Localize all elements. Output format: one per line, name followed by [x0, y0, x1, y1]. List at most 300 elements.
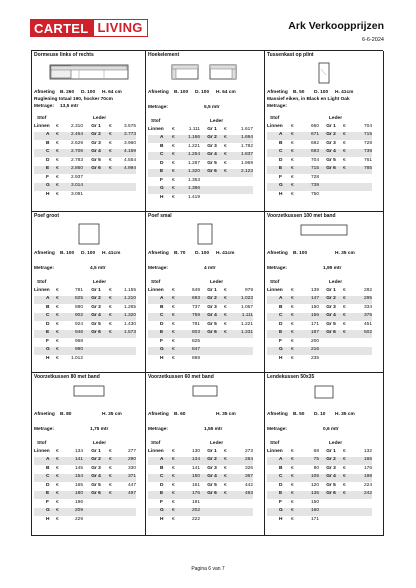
stof-price: 1.287	[187, 160, 200, 166]
stof-price: 202	[179, 508, 200, 517]
metrage-label: Metrage:	[267, 104, 287, 109]
currency-symbol: €	[224, 287, 227, 293]
dimension-value: Afmeting	[34, 251, 55, 256]
currency-symbol: €	[172, 338, 175, 344]
currency-symbol	[224, 355, 232, 364]
stof-price: 671	[298, 132, 319, 141]
hoekelement-image	[170, 61, 240, 86]
leder-header: Leder	[210, 279, 224, 285]
stof-price: 3.091	[70, 191, 83, 197]
currency-symbol: €	[343, 321, 346, 327]
stof-price: 165	[74, 482, 83, 488]
price-row	[267, 457, 372, 466]
stof-price: 90	[313, 465, 319, 471]
currency-symbol: €	[343, 474, 351, 483]
stof-price: 229	[74, 516, 83, 522]
stof-category: F	[46, 174, 49, 180]
currency-symbol: €	[343, 448, 346, 454]
leder-price: 1.782	[240, 143, 253, 149]
currency-symbol: €	[56, 330, 63, 339]
leder-price: 739	[351, 149, 372, 158]
price-row	[267, 174, 372, 183]
leder-group	[83, 508, 109, 517]
leder-price: 3.575	[123, 123, 136, 129]
leder-group: Gr 2	[200, 296, 224, 305]
metrage-label: Metrage:	[148, 427, 168, 432]
leder-price: 1.210	[116, 296, 136, 305]
price-row	[148, 126, 253, 135]
currency-symbol: €	[56, 355, 59, 361]
stof-price: 191	[191, 499, 200, 505]
leder-price	[232, 499, 253, 508]
stof-category: H	[46, 355, 50, 361]
currency-symbol: €	[172, 499, 175, 505]
currency-symbol: €	[291, 140, 294, 146]
currency-symbol: €	[172, 516, 175, 522]
currency-symbol: €	[291, 123, 294, 129]
leder-price	[351, 499, 372, 508]
price-row	[34, 448, 136, 457]
leder-group: Gr 4	[200, 474, 224, 483]
stof-category: H	[279, 355, 283, 361]
price-table	[148, 440, 253, 525]
currency-symbol: €	[56, 448, 59, 454]
metrage-label: Metrage:	[34, 266, 54, 271]
leder-group: Gr 1	[326, 287, 336, 293]
leder-group: Gr 3	[91, 140, 101, 146]
currency-symbol: €	[291, 516, 294, 522]
stof-category: A	[34, 296, 56, 305]
stof-price: 196	[74, 499, 83, 505]
stof-price: 2.629	[70, 140, 83, 146]
stof-price: 216	[298, 347, 319, 356]
leder-price: 165	[351, 457, 372, 466]
currency-symbol: €	[343, 457, 351, 466]
price-row	[34, 508, 136, 517]
stof-category: D	[279, 321, 283, 327]
stof-price: 145	[74, 465, 83, 471]
metrage-value: 4,5 mtr	[90, 266, 106, 271]
price-row	[34, 304, 136, 313]
currency-symbol: €	[172, 465, 175, 471]
currency-symbol: €	[291, 304, 294, 310]
stof-price: 3.014	[63, 183, 83, 192]
leder-group: Gr 3	[326, 465, 336, 471]
leder-group	[319, 355, 343, 364]
currency-symbol: €	[291, 157, 294, 163]
leder-price: 1.155	[123, 287, 136, 293]
price-row	[34, 355, 136, 364]
dimension-value: Afmeting	[267, 251, 288, 256]
metrage-value: 1,55 mtr	[204, 427, 223, 432]
leder-price: 761	[363, 157, 372, 163]
stof-category: Linnen	[148, 448, 164, 454]
price-row	[267, 140, 372, 149]
currency-symbol: €	[224, 135, 232, 144]
leder-price	[232, 347, 253, 356]
currency-symbol: €	[56, 338, 59, 344]
leder-group	[319, 191, 343, 200]
leder-group: Gr 3	[207, 465, 217, 471]
dimension-value: Afmeting	[34, 412, 55, 417]
currency-symbol: €	[291, 191, 294, 197]
page-number: Pagina 6 van 7	[191, 566, 225, 572]
stof-category: Linnen	[34, 448, 50, 454]
stof-category: G	[34, 183, 56, 192]
product-cell	[146, 212, 265, 373]
currency-symbol: €	[291, 474, 298, 483]
leder-group: Gr 3	[207, 304, 217, 310]
price-row	[34, 313, 136, 322]
leder-group: Gr 4	[319, 149, 343, 158]
product-title: Poef groot	[34, 213, 59, 219]
currency-symbol: €	[224, 491, 232, 500]
price-row	[267, 149, 372, 158]
leder-price	[351, 347, 372, 356]
currency-symbol: €	[172, 152, 179, 161]
currency-symbol: €	[172, 347, 179, 356]
stof-category: A	[34, 132, 56, 141]
leder-price	[116, 499, 136, 508]
stof-category: A	[267, 132, 291, 141]
product-title: Dormeuse links of rechts	[34, 52, 94, 58]
leder-group: Gr 4	[200, 313, 224, 322]
stof-header: Stof	[151, 118, 161, 124]
stof-category: H	[279, 191, 283, 197]
stof-price: 1.386	[179, 186, 200, 195]
price-table	[267, 115, 372, 200]
stof-category: B	[279, 304, 283, 310]
stof-price: 946	[63, 330, 83, 339]
currency-symbol: €	[109, 296, 116, 305]
currency-symbol: €	[109, 123, 112, 129]
leder-group	[319, 516, 343, 525]
stof-price: 1.320	[179, 169, 200, 178]
currency-symbol	[343, 183, 351, 192]
leder-group: Gr 6	[200, 169, 224, 178]
currency-symbol	[109, 355, 116, 364]
leder-group: Gr 2	[200, 457, 224, 466]
price-row	[267, 499, 372, 508]
price-row	[267, 321, 372, 330]
price-row	[148, 194, 253, 203]
currency-symbol: €	[172, 355, 175, 361]
stof-category: F	[279, 338, 282, 344]
price-row	[267, 355, 372, 364]
product-subtitle: Ruglening totaal 190, hocker 70cm	[34, 97, 113, 102]
document-date: 6-6-2024	[361, 37, 384, 43]
stof-category: E	[267, 166, 291, 175]
stof-header: Stof	[151, 440, 161, 446]
dimension-value: D. 10	[314, 412, 326, 417]
price-row	[148, 143, 253, 152]
leder-price	[116, 338, 136, 347]
currency-symbol	[109, 338, 116, 347]
leder-price: 4.554	[123, 157, 136, 163]
leder-price: 224	[363, 482, 372, 488]
stof-category: E	[267, 491, 291, 500]
leder-price: 242	[351, 491, 372, 500]
price-row	[267, 132, 372, 141]
dimension-value: B. 50	[293, 412, 305, 417]
currency-symbol: €	[343, 330, 351, 339]
currency-symbol: €	[291, 457, 298, 466]
dimension-value: B. 60	[174, 412, 186, 417]
currency-symbol	[224, 499, 232, 508]
stof-price: 803	[179, 330, 200, 339]
price-row	[148, 313, 253, 322]
metrage-label: Metrage:	[148, 105, 168, 110]
stof-category: Linnen	[148, 287, 164, 293]
currency-symbol: €	[56, 321, 59, 327]
stof-price: 75	[298, 457, 319, 466]
price-row	[148, 499, 253, 508]
currency-symbol: €	[172, 296, 179, 305]
leder-group: Gr 3	[207, 143, 217, 149]
stof-price: 2.310	[70, 123, 83, 129]
price-row	[34, 491, 136, 500]
currency-symbol: €	[172, 474, 179, 483]
stof-price: 222	[191, 516, 200, 522]
currency-symbol: €	[109, 140, 112, 146]
stof-category: E	[267, 330, 291, 339]
leder-group: Gr 6	[83, 491, 109, 500]
dimension-value: H. 64 cm	[216, 90, 236, 95]
price-row	[34, 191, 136, 200]
price-row	[267, 508, 372, 517]
currency-symbol: €	[172, 330, 179, 339]
currency-symbol: €	[224, 474, 232, 483]
leder-group: Gr 6	[200, 330, 224, 339]
price-row	[34, 499, 136, 508]
currency-symbol: €	[109, 287, 112, 293]
currency-symbol: €	[224, 313, 232, 322]
price-row	[34, 166, 136, 175]
dimension-value: H. 35 cm	[335, 412, 355, 417]
stof-category: C	[34, 149, 56, 158]
currency-symbol: €	[109, 474, 116, 483]
leder-header: Leder	[93, 115, 107, 121]
price-row	[34, 516, 136, 525]
leder-price	[116, 516, 136, 525]
leder-price: 3.960	[123, 140, 136, 146]
stof-price: 171	[310, 321, 319, 327]
leder-group: Gr 6	[83, 166, 109, 175]
dimension-value: Afmeting	[148, 412, 169, 417]
leder-group	[200, 338, 224, 347]
stof-price: 1.254	[179, 152, 200, 161]
metrage-value: 13,5 mtr	[60, 104, 79, 109]
price-row	[148, 186, 253, 195]
stof-category: F	[279, 499, 282, 505]
currency-symbol: €	[56, 304, 59, 310]
leder-group	[83, 516, 109, 525]
stof-price: 1.111	[188, 126, 200, 132]
product-title: Poef smal	[148, 213, 172, 219]
leder-group: Gr 3	[326, 140, 336, 146]
currency-symbol: €	[56, 313, 63, 322]
currency-symbol: €	[291, 448, 294, 454]
currency-symbol	[343, 347, 351, 356]
leder-group	[83, 499, 109, 508]
currency-symbol: €	[56, 166, 63, 175]
stof-price: 682	[310, 140, 319, 146]
leder-group	[200, 186, 224, 195]
leder-group: Gr 6	[319, 166, 343, 175]
leder-group: Gr 5	[91, 321, 101, 327]
stof-category: F	[160, 338, 163, 344]
stof-price: 200	[310, 338, 319, 344]
currency-symbol: €	[291, 166, 298, 175]
leder-price	[232, 516, 253, 525]
leder-header: Leder	[329, 115, 343, 121]
leder-price: 1.617	[240, 126, 253, 132]
leder-price	[232, 186, 253, 195]
leder-price	[351, 174, 372, 183]
stof-header: Stof	[37, 440, 47, 446]
currency-symbol	[109, 183, 116, 192]
leder-price: 282	[363, 287, 372, 293]
voorzetkussen-80-image	[72, 383, 106, 402]
currency-symbol: €	[224, 457, 232, 466]
stof-category: B	[160, 143, 164, 149]
product-cell	[265, 51, 384, 212]
leder-group: Gr 1	[207, 448, 217, 454]
metrage-label: Metrage:	[34, 104, 54, 109]
leder-price	[351, 355, 372, 364]
stof-header: Stof	[151, 279, 161, 285]
stof-category: G	[34, 347, 56, 356]
currency-symbol	[224, 186, 232, 195]
dimension-value: H. 41cm	[335, 90, 354, 95]
currency-symbol: €	[291, 355, 294, 361]
currency-symbol: €	[343, 304, 346, 310]
price-row	[34, 140, 136, 149]
currency-symbol: €	[56, 191, 59, 197]
leder-group: Gr 2	[200, 135, 224, 144]
stof-category: A	[148, 135, 172, 144]
product-title: Lendekussen 50x35	[267, 374, 315, 380]
leder-price: 295	[351, 296, 372, 305]
currency-symbol: €	[172, 508, 179, 517]
currency-symbol: €	[109, 465, 112, 471]
dimension-value: H. 35 cm	[216, 412, 236, 417]
stof-category: H	[160, 516, 164, 522]
leder-price: 785	[351, 166, 372, 175]
currency-symbol	[343, 499, 351, 508]
price-row	[148, 287, 253, 296]
stof-price: 781	[74, 287, 83, 293]
leder-price: 198	[351, 474, 372, 483]
price-row	[148, 160, 253, 169]
leder-price: 273	[244, 448, 253, 454]
leder-price: 442	[244, 482, 253, 488]
currency-symbol: €	[109, 157, 112, 163]
price-table	[267, 279, 372, 364]
price-row	[267, 313, 372, 322]
price-row	[267, 516, 372, 525]
dimension-value: H. 64 cm	[102, 90, 122, 95]
price-row	[148, 296, 253, 305]
product-cell	[265, 373, 384, 536]
price-row	[34, 474, 136, 483]
leder-group	[319, 338, 343, 347]
leder-price: 1.111	[232, 313, 253, 322]
currency-symbol: €	[109, 132, 116, 141]
leder-price	[351, 183, 372, 192]
leder-price: 284	[232, 457, 253, 466]
stof-price: 156	[298, 313, 319, 322]
currency-symbol: €	[291, 149, 298, 158]
poef-smal-image	[196, 222, 214, 249]
price-row	[148, 177, 253, 186]
currency-symbol: €	[291, 174, 294, 180]
currency-symbol: €	[291, 491, 298, 500]
stof-price: 105	[298, 474, 319, 483]
stof-category: B	[279, 465, 283, 471]
leder-group	[83, 338, 109, 347]
leder-group: Gr 6	[83, 330, 109, 339]
price-row	[34, 123, 136, 132]
stof-category: H	[160, 355, 164, 361]
currency-symbol: €	[343, 132, 351, 141]
price-row	[267, 191, 372, 200]
currency-symbol: €	[343, 140, 346, 146]
leder-header: Leder	[210, 118, 224, 124]
leder-group	[200, 499, 224, 508]
currency-symbol: €	[291, 508, 298, 517]
price-row	[267, 474, 372, 483]
dimension-value: D. 100	[81, 90, 96, 95]
stof-price: 176	[179, 491, 200, 500]
currency-symbol: €	[224, 126, 227, 132]
price-row	[267, 123, 372, 132]
currency-symbol: €	[224, 330, 232, 339]
product-title: Voorzetkussen 80 met band	[34, 374, 100, 380]
leder-group: Gr 6	[200, 491, 224, 500]
stof-price: 150	[310, 304, 319, 310]
price-row	[148, 169, 253, 178]
stof-price: 68	[313, 448, 319, 454]
currency-symbol: €	[291, 183, 298, 192]
stof-category: H	[160, 194, 164, 200]
stof-category: Linnen	[34, 287, 50, 293]
currency-symbol: €	[343, 166, 351, 175]
stof-price: 139	[310, 287, 319, 293]
price-row	[34, 338, 136, 347]
leder-price: 277	[127, 448, 136, 454]
price-row	[34, 465, 136, 474]
product-cell	[32, 51, 146, 212]
price-row	[34, 157, 136, 166]
currency-symbol: €	[172, 448, 175, 454]
price-row	[34, 174, 136, 183]
leder-group	[200, 355, 224, 364]
stof-price: 171	[310, 516, 319, 522]
currency-symbol: €	[172, 126, 175, 132]
currency-symbol: €	[224, 482, 227, 488]
currency-symbol: €	[56, 491, 63, 500]
leder-group: Gr 3	[91, 304, 101, 310]
leder-group: Gr 2	[319, 457, 343, 466]
currency-symbol: €	[224, 448, 227, 454]
currency-symbol: €	[56, 149, 63, 158]
price-row	[267, 296, 372, 305]
leder-group	[83, 174, 109, 183]
stof-price: 2.783	[70, 157, 83, 163]
currency-symbol: €	[224, 296, 232, 305]
stof-header: Stof	[270, 440, 280, 446]
